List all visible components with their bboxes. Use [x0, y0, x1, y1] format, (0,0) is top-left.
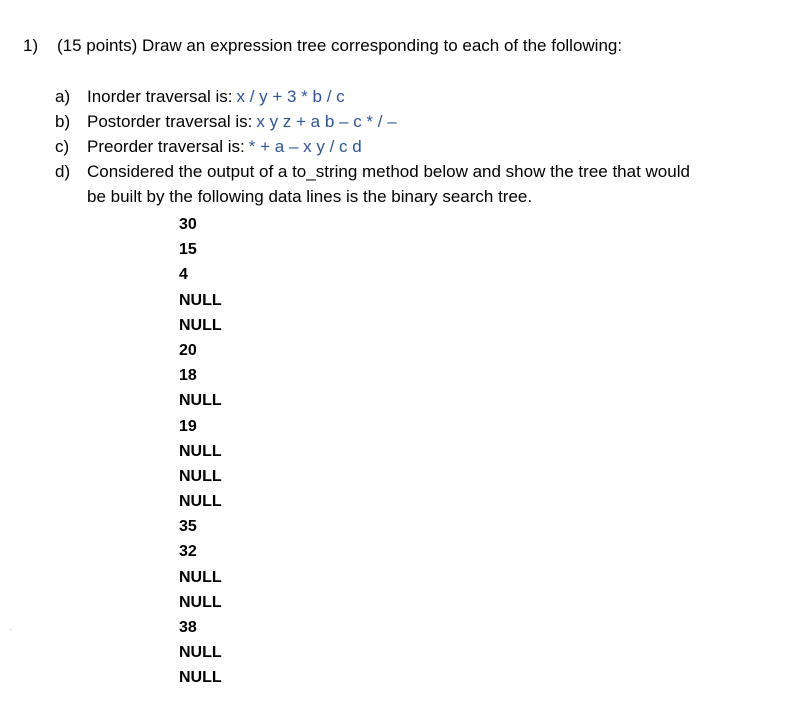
- data-line: NULL: [179, 644, 222, 662]
- data-line: 35: [179, 518, 197, 536]
- question-title-text: (15 points) Draw an expression tree corresponding to each of the following:: [57, 36, 623, 55]
- item-d: [55, 162, 690, 182]
- item-expression: * + a – x y / c d: [248, 137, 362, 156]
- data-line: NULL: [179, 442, 222, 460]
- item-text: Preorder traversal is:: [87, 137, 245, 156]
- data-line: 38: [179, 619, 197, 636]
- item-label: a): [55, 87, 71, 106]
- item-b: [55, 112, 397, 132]
- item-label: d): [55, 162, 71, 181]
- data-line: 19: [179, 417, 197, 435]
- item-expression: x y z + a b – c * / –: [256, 112, 397, 131]
- question-number: 1): [23, 36, 39, 55]
- item-text: Postorder traversal is:: [87, 112, 253, 131]
- data-line: 4: [179, 266, 188, 284]
- data-line: 30: [179, 216, 197, 233]
- item-text: Inorder traversal is:: [87, 87, 233, 106]
- data-line: NULL: [179, 593, 222, 611]
- item-expression: x / y + 3 * b / c: [236, 87, 345, 106]
- data-line: NULL: [179, 467, 222, 485]
- item-label: c): [55, 137, 70, 156]
- data-line: NULL: [179, 568, 222, 586]
- item-c: [55, 137, 362, 157]
- data-line: NULL: [179, 669, 222, 687]
- data-line: 15: [179, 241, 197, 259]
- data-line: NULL: [179, 392, 222, 410]
- data-line: NULL: [179, 493, 222, 511]
- data-line: 32: [179, 543, 197, 561]
- item-text: Considered the output of a to_string method below and show the tree that would: [87, 162, 690, 181]
- data-line: NULL: [179, 316, 222, 334]
- data-line: 20: [179, 341, 197, 359]
- data-line: 18: [179, 367, 197, 385]
- data-lines-list: [179, 212, 222, 691]
- item-a: [55, 87, 345, 107]
- data-line: NULL: [179, 291, 222, 309]
- item-d-continuation: be built by the following data lines is the binary search tree.: [87, 187, 533, 206]
- item-label: b): [55, 112, 71, 131]
- question-title: [23, 36, 622, 56]
- scan-speck: [10, 629, 11, 630]
